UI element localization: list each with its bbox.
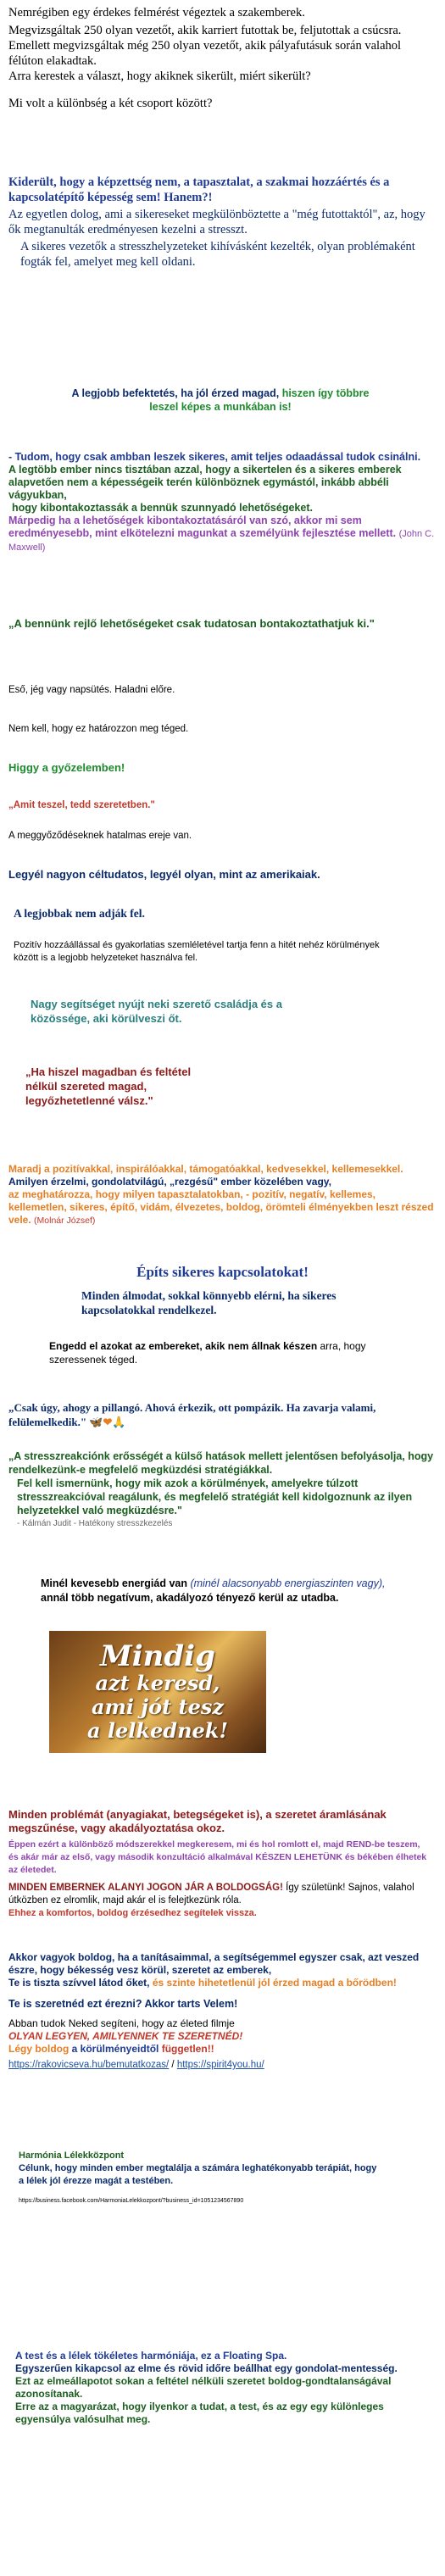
line-a: Eső, jég vagy napsütés. Haladni előre. bbox=[8, 685, 175, 695]
butterfly-quote: „Csak úgy, ahogy a pillangó. Ahová érkezik, ott pompázik. Ha zavarja valami, felülemelkedik." 🦋❤🙏 bbox=[8, 1401, 376, 1428]
finding-line2: Az egyetlen dolog, ami a sikereseket megkülönböztette a "még futottaktól", az, hogy ők megtanulták eredményesen kezelni a stresszt. bbox=[8, 208, 426, 236]
line-i: Nagy segítséget nyújt neki szerető családja és a közössége, aki körülveszi őt. bbox=[31, 998, 282, 1025]
line-b: Nem kell, hogy ez határozzon meg téged. bbox=[8, 724, 189, 734]
build-sub: Minden álmodat, sokkal könnyebb elérni, ha sikeres kapcsolatokkal rendelkezel. bbox=[81, 1289, 337, 1316]
image-quote-line4: a lelkednek! bbox=[87, 1718, 228, 1743]
image-quote-line1: Mindig bbox=[100, 1639, 215, 1673]
spa-section bbox=[15, 2350, 422, 2426]
line-e: A meggyőződéseknek hatalmas ereje van. bbox=[8, 831, 192, 841]
problems-l2: Éppen ezért a különböző módszerekkel megkeresem, mi és hol romlott el, majd REND-be teszem, bbox=[8, 1839, 420, 1850]
success-l3: hogy kibontakoztassák a bennük szunnyadó lehetőségeket. bbox=[12, 502, 313, 514]
line-d: „Amit teszel, tedd szeretetben." bbox=[8, 800, 155, 810]
quote1: A legjobb befektetés, ha jól érzed magad, hiszen így többre leszel képes a munkában is! bbox=[71, 387, 370, 413]
energy-line: Minél kevesebb energiád van (minél alacsonyabb energiaszinten vagy), annál több negatívum, akadályozó tényező kerül az utadba. bbox=[41, 1577, 386, 1604]
success-l2: A legtöbb ember nincs tisztában azzal, hogy a sikertelen és a sikeres emberek alapvetően nem a képességeik terén különböznek egymástól, inkább abbéli vágyukban, bbox=[8, 464, 402, 501]
spa-l3: Erre az a magyarázat, hogy ilyenkor a tudat, a test, és az egy egy különleges egyensúlya valósulhat meg. bbox=[15, 2401, 384, 2425]
positive-l1: Maradj a pozitívakkal, inspirálóakkal, támogatóakkal, kedvesekkel, kellemesekkel. bbox=[8, 1163, 403, 1175]
problems-l4: MINDEN EMBERNEK ALANYI JOGON JÁR A BOLDOGSÁG! Így születünk! Sajnos, valahol útközben ez elromlik, majd akár el is felejtkezünk róla. bbox=[8, 1883, 414, 1906]
happy-l3: Te is szeretnéd ezt érezni? Akkor tarts Velem! bbox=[8, 1998, 238, 2010]
finding-line3: A sikeres vezetők a stresszhelyzeteket kihívásként kezelték, olyan problémaként fogták fel, amelyet meg kell oldani. bbox=[20, 240, 415, 269]
stress-l2: Fel kell ismernünk, hogy mik azok a körülmények, amelyekre túlzott stresszreakcióval reagálunk, és megfelelő stratégiát kell kidolgoznunk az ilyen helyzetekkel való megküzdésre." bbox=[17, 1477, 413, 1516]
image-quote-line3: ami jót tesz bbox=[91, 1694, 225, 1719]
spa-title: A test és a lélek tökéletes harmóniája, ez a Floating Spa. bbox=[15, 2350, 287, 2362]
harmonia-text: Célunk, hogy minden ember megtalálja a számára leghatékonyabb terápiát, hogy a lélek jól érezze magát a testében. bbox=[19, 2163, 377, 2186]
intro-p3: Arra kerestek a választ, hogy akiknek sikerült, miért sikerült? bbox=[8, 70, 311, 83]
positive-section bbox=[8, 1163, 437, 1227]
intro-p1: Nemrégiben egy érdekes felmérést végeztek a szakemberek. bbox=[8, 6, 305, 19]
line-c: Higgy a győzelemben! bbox=[8, 761, 125, 774]
line-h: Pozitív hozzáállással és gyakorlatias szemléletével tartja fenn a hitét nehéz körülmények között is a legjobb helyzeteket használva fel. bbox=[14, 940, 380, 963]
stress-section bbox=[8, 1449, 437, 1531]
inspirational-quote-image bbox=[49, 1631, 266, 1753]
finding-section bbox=[8, 175, 437, 270]
happy-section bbox=[8, 1951, 437, 2072]
success-l4: Márpedig ha a lehetőségek kibontakoztatásáról van szó, akkor mi sem eredményesebb, mint elkötelezni magunkat a személyünk fejlesztése mellett. (John C. Maxwell) bbox=[8, 515, 435, 553]
spa-l1: Egyszerűen kikapcsol az elme és rövid időre beállhat egy gondolat-mentesség. bbox=[15, 2362, 398, 2374]
happy-l5: OLYAN LEGYEN, AMILYENNEK TE SZERETNÉD! bbox=[8, 2030, 243, 2042]
build-l1: Engedd el azokat az embereket, akik nem állnak készen arra, hogy szeressenek téged. bbox=[49, 1340, 366, 1366]
positive-l2: Amilyen érzelmi, gondolatvilágú, „rezgésű" ember közelében vagy, bbox=[8, 1176, 331, 1188]
harmonia-url: https://business.facebook.com/HarmoniaLelekkozpont/?business_id=1051234567890 bbox=[19, 2198, 244, 2204]
line-f: Legyél nagyon céltudatos, legyél olyan, mint az amerikaiak. bbox=[8, 868, 320, 881]
happy-links: https://rakovicseva.hu/bemutatkozas/ / https://spirit4you.hu/ bbox=[8, 2060, 264, 2070]
link-spirit4you[interactable]: https://spirit4you.hu/ bbox=[176, 2060, 264, 2070]
image-quote-line2: azt keresd, bbox=[95, 1671, 220, 1695]
problems-l3: és akár már az első, vagy második konzultáció alkalmával KÉSZEN LEHETÜNK és békében élhetek az életedet. bbox=[8, 1852, 427, 1875]
build-title: Építs sikeres kapcsolatokat! bbox=[136, 1264, 309, 1280]
intro-section bbox=[8, 5, 437, 111]
line-j: „Ha hiszel magadban és feltétel nélkül szereted magad, legyőzhetetlenné válsz." bbox=[25, 1065, 192, 1107]
happy-l2: Te is tiszta szívvel látod őket, és szinte hihetetlenül jól érzed magad a bőrödben! bbox=[8, 1977, 397, 1989]
success-section bbox=[8, 451, 437, 554]
problems-l1: Minden problémát (anyagiakat, betegségeket is), a szeretet áramlásának megszűnése, vagy akadályoztatása okoz. bbox=[8, 1808, 387, 1834]
intro-p2: Megvizsgáltak 250 olyan vezetőt, akik karriert futottak be, feljutottak a csúcsra. Emellett megvizsgáltak még 250 olyan vezetőt, akik pályafutásuk során valahol félúton elakadtak. bbox=[8, 24, 402, 68]
harmonia-title: Harmónia Lélekközpont bbox=[19, 2150, 125, 2161]
problems-section bbox=[8, 1808, 437, 1920]
happy-l6: Légy boldog a körülményeidtől független!! bbox=[8, 2043, 214, 2055]
problems-l5: Ehhez a komfortos, boldog érzésedhez segítelek vissza. bbox=[8, 1908, 257, 1918]
butterfly-emoji: 🦋❤🙏 bbox=[89, 1416, 126, 1428]
happy-l1: Akkor vagyok boldog, ha a tanításaimmal, a segítségemmel egyszer csak, azt veszed észre, hogy békesség vesz körül, szeretet az emberek, bbox=[8, 1951, 420, 1976]
success-l1: - Tudom, hogy csak ambban leszek sikeres, amit teljes odaadással tudok csinálni. bbox=[8, 451, 421, 463]
finding-line1: Kiderült, hogy a képzettség nem, a tapasztalat, a szakmai hozzáértés és a kapcsolatépítő képesség sem! Hanem?! bbox=[8, 175, 390, 204]
positive-l3: az meghatározza, hogy milyen tapasztalatokban, - pozitív, negatív, kellemes, kellemetlen, sikeres, építő, vidám, élvezetes, boldog, örömteli élményekben leszt részed vele. (Molnár József) bbox=[8, 1188, 434, 1226]
happy-l4: Abban tudok Neked segíteni, hogy az életed filmje bbox=[8, 2017, 235, 2029]
spa-l2: Ezt az elmeállapotot sokan a feltétel nélküli szeretet boldog-gondtalanságával azonosítanak. bbox=[15, 2375, 392, 2400]
link-bemutatkozas[interactable]: https://rakovicseva.hu/bemutatkozas/ bbox=[8, 2060, 170, 2070]
stress-l1: „A stresszreakciónk erősségét a külső hatások mellett jelentősen befolyásolja, hogy rendelkezünk-e megfelelő megküzdési stratégiákkal. bbox=[8, 1450, 434, 1476]
line-g: A legjobbak nem adják fel. bbox=[14, 907, 145, 920]
stress-l2b: - Kálmán Judit - Hatékony stresszkezelés bbox=[17, 1519, 173, 1528]
maxwell-quote: „A bennünk rejlő lehetőségeket csak tudatosan bontakoztathatjuk ki." bbox=[8, 617, 375, 630]
intro-p4: Mi volt a különbség a két csoport között? bbox=[8, 97, 213, 110]
harmonia-section bbox=[19, 2150, 383, 2207]
